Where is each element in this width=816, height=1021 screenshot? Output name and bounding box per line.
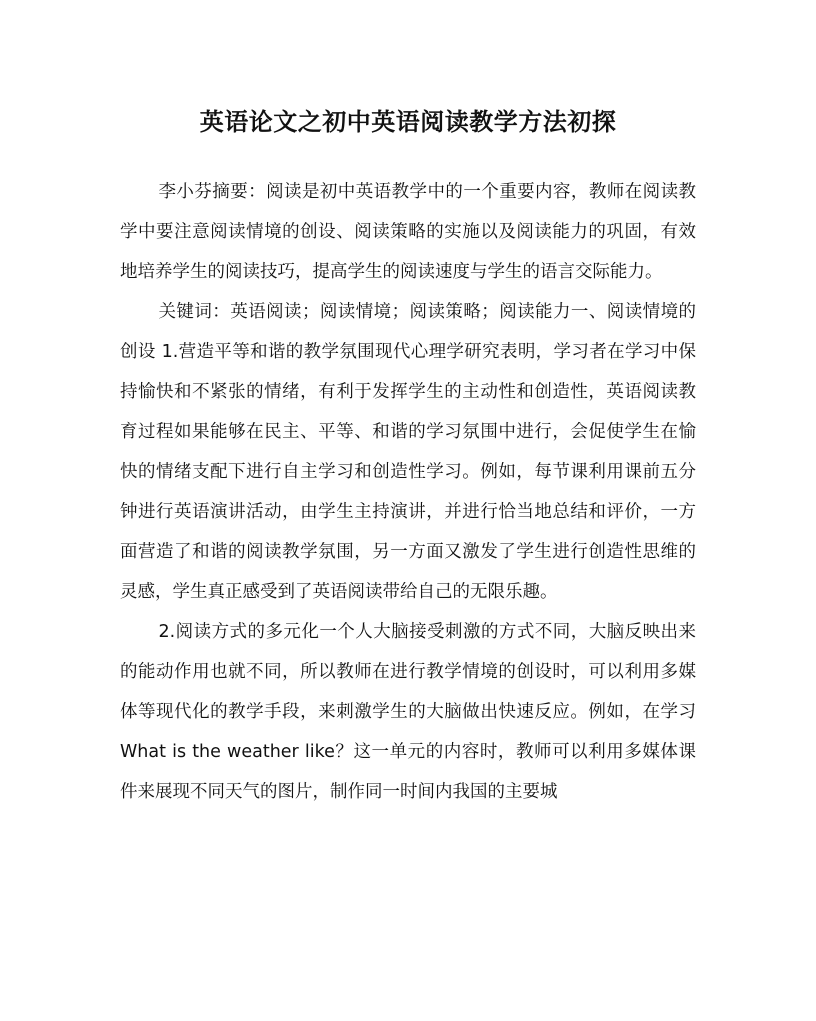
document-title: 英语论文之初中英语阅读教学方法初探 <box>199 107 617 136</box>
document-body <box>120 172 696 812</box>
paragraph-reading-methods: 2.阅读方式的多元化一个人大脑接受刺激的方式不同，大脑反映出来的能动作用也就不同，所以教师在进行教学情境的创设时，可以利用多媒体等现代化的教学手段，来刺激学生的大脑做出快速反应。例如，在学习 What is the weather like？这一单元的内容时，教师可以利用多媒体课件来展现不同天气的图片，制作同一时间内我国的主要城 <box>120 622 696 802</box>
paragraph-keywords: 关键词：英语阅读；阅读情境；阅读策略；阅读能力一、阅读情境的创设 1.营造平等和谐的教学氛围现代心理学研究表明，学习者在学习中保持愉快和不紧张的情绪，有利于发挥学生的主动性和创造性，英语阅读教育过程如果能够在民主、平等、和谐的学习氛围中进行，会促使学生在愉快的情绪支配下进行自主学习和创造性学习。例如，每节课利用课前五分钟进行英语演讲活动，由学生主持演讲，并进行恰当地总结和评价，一方面营造了和谐的阅读教学氛围，另一方面又激发了学生进行创造性思维的灵感，学生真正感受到了英语阅读带给自己的无限乐趣。 <box>120 302 696 602</box>
paragraph-abstract: 李小芬摘要：阅读是初中英语教学中的一个重要内容，教师在阅读教学中要注意阅读情境的创设、阅读策略的实施以及阅读能力的巩固，有效地培养学生的阅读技巧，提高学生的阅读速度与学生的语言交际能力。 <box>120 182 696 282</box>
